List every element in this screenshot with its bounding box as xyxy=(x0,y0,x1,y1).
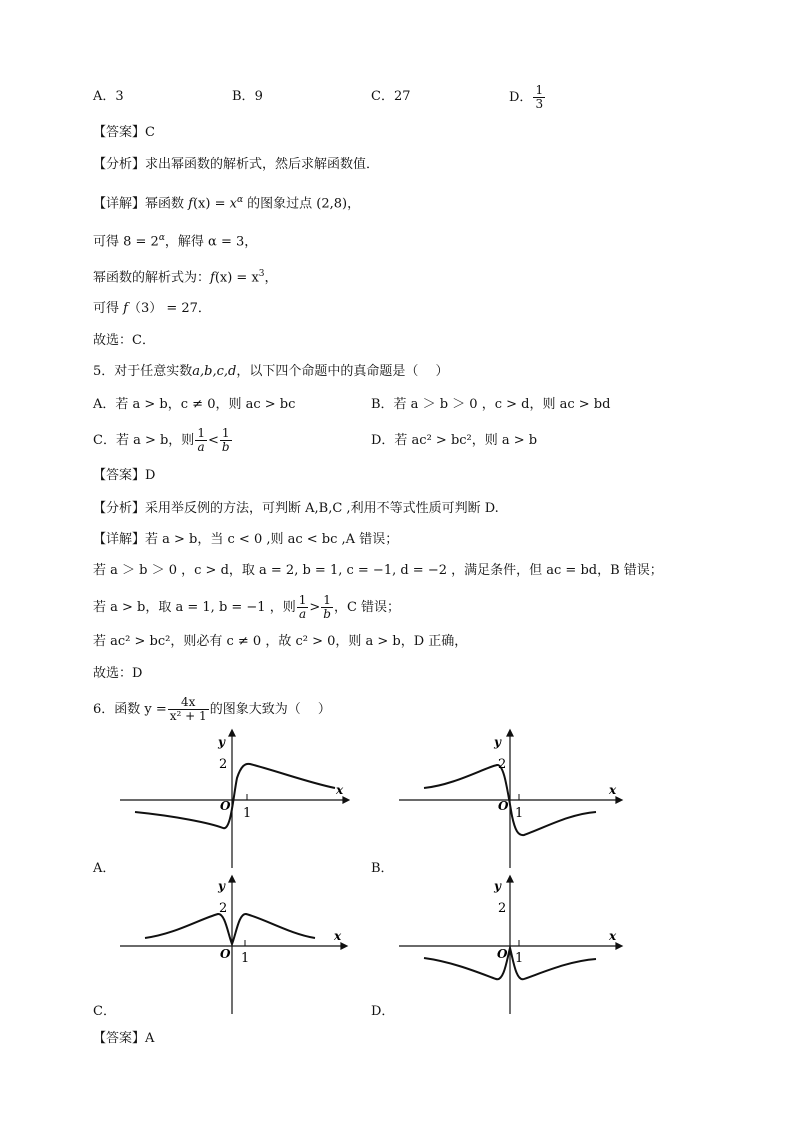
tick-2: 2 xyxy=(219,757,228,772)
q5-option-a: A．若 a > b，c ≠ 0，则 ac > bc xyxy=(93,397,296,412)
x-axis-label: x xyxy=(609,929,617,943)
q6-answer: 【答案】A xyxy=(93,1031,155,1046)
q5-detail-line3: 若 a > b，取 a = 1, b = −1 ，则 $\frac{1}{a}$ > $\frac{1}{b}$ ，C 错误； xyxy=(93,593,401,621)
origin-label: O xyxy=(220,947,231,961)
q5-option-d: D．若 ac² > bc²，则 a > b xyxy=(371,433,538,448)
q5-detail-line5: 故选：D xyxy=(93,666,143,681)
q4-option-c: C．27 xyxy=(371,89,411,104)
x-axis-label: x xyxy=(336,783,344,797)
origin-label: O xyxy=(498,799,509,813)
q4-detail-line3: 幂函数的解析式为：$f(x) = x^3$， xyxy=(93,269,278,286)
curve xyxy=(145,914,315,944)
q4-option-a: A．3 xyxy=(93,89,124,104)
y-axis-label: y xyxy=(218,879,225,893)
q4-option-b: B．9 xyxy=(232,89,263,104)
x-axis-label: x xyxy=(334,929,342,943)
q4-detail-line1: 【详解】幂函数 $f(x) = x^\alpha$ 的图象过点 (2,8)， xyxy=(93,195,361,212)
tick-1: 1 xyxy=(515,806,524,821)
y-axis-label: y xyxy=(494,879,501,893)
graph-d xyxy=(394,874,629,1016)
tick-1: 1 xyxy=(243,806,252,821)
q5-stem: 5．对于任意实数a,b,c,d，以下四个命题中的真命题是（ ） xyxy=(93,364,449,379)
q6-label-a: A． xyxy=(93,861,116,876)
x-axis-label: x xyxy=(609,783,617,797)
graph-b xyxy=(394,728,629,870)
tick-2: 2 xyxy=(219,901,228,916)
origin-label: O xyxy=(497,947,508,961)
q5-option-b: B．若 a ＞ b ＞ 0 ，c > d，则 ac > bd xyxy=(371,397,611,412)
q6-label-c: C． xyxy=(93,1004,116,1019)
q6-label-b: B． xyxy=(371,861,394,876)
tick-2: 2 xyxy=(498,901,507,916)
q4-detail-line5: 故选：C． xyxy=(93,333,155,348)
q4-detail-line2: 可得 $8 = 2^\alpha$，解得 α = 3， xyxy=(93,233,258,250)
q4-analysis: 【分析】求出幂函数的解析式，然后求解函数值． xyxy=(93,157,380,172)
q5-detail-line1: 【详解】若 a > b，当 c < 0 ,则 ac < bc ,A 错误； xyxy=(93,532,399,547)
q5-detail-line4: 若 ac² > bc²，则必有 c ≠ 0 ，故 c² > 0，则 a > b，D 正确， xyxy=(93,634,468,649)
y-axis-label: y xyxy=(494,735,501,749)
q6-stem: 6．函数 y = $\frac{4x}{\text{x² + 1}}$ 的图象大致为（ ） xyxy=(93,695,331,723)
q5-option-c: C．若 a > b，则 $\frac{1}{a}$ < $\frac{1}{b}$ xyxy=(93,426,230,454)
q5-answer: 【答案】D xyxy=(93,468,156,483)
tick-1: 1 xyxy=(241,951,250,966)
graph-c xyxy=(115,874,350,1016)
origin-label: O xyxy=(220,799,231,813)
q4-option-d: D． $\frac{1}{3}$ xyxy=(509,83,544,111)
q4-answer: 【答案】C xyxy=(93,125,155,140)
q5-analysis: 【分析】采用举反例的方法，可判断 A,B,C ,利用不等式性质可判断 D. xyxy=(93,501,499,516)
y-axis-label: y xyxy=(218,735,225,749)
q6-label-d: D． xyxy=(371,1004,395,1019)
graph-a xyxy=(115,728,350,870)
q4-detail-line4: 可得 f（3） = 27． xyxy=(93,301,211,316)
curve xyxy=(135,764,335,828)
tick-1: 1 xyxy=(515,951,524,966)
q5-detail-line2: 若 a ＞ b ＞ 0 ，c > d，取 a = 2, b = 1, c = −1, d = −2 ，满足条件，但 ac = bd，B 错误； xyxy=(93,563,663,578)
tick-2: 2 xyxy=(498,757,507,772)
